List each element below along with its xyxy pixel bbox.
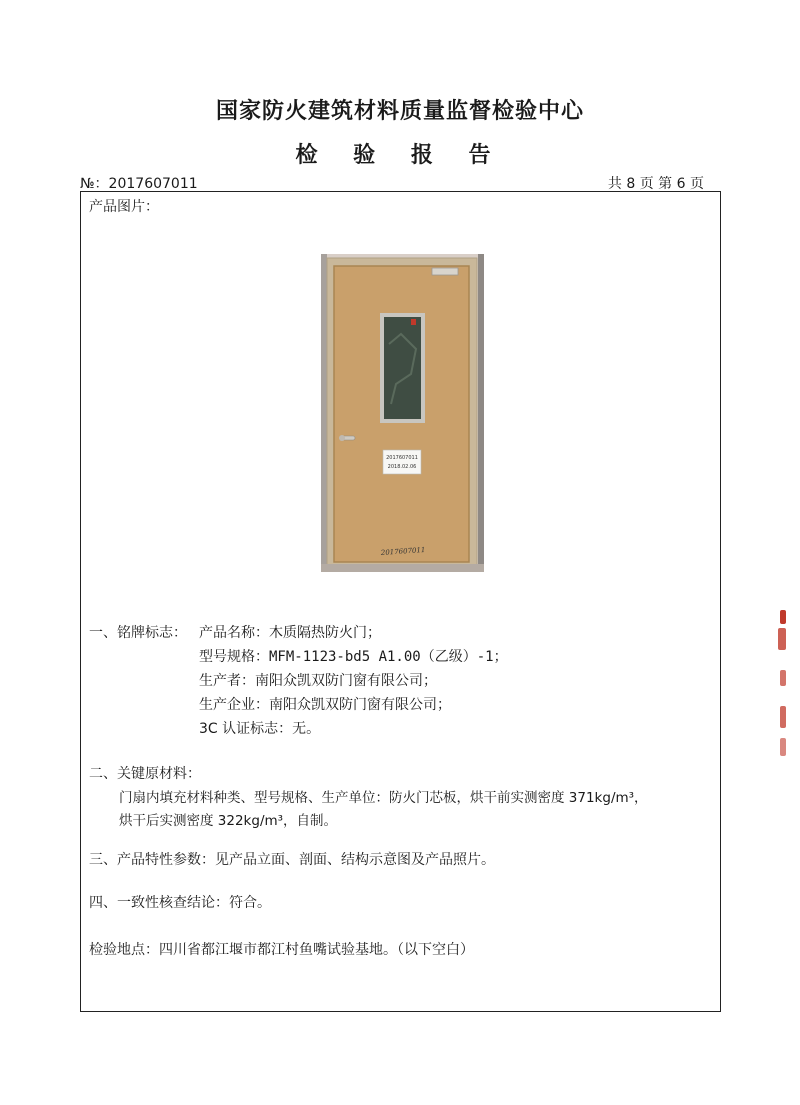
cert-mark: 3C 认证标志：无。 xyxy=(199,721,321,737)
door-handwriting: 2017607011 xyxy=(380,545,426,558)
material-line1: 门扇内填充材料种类、型号规格、生产单位：防火门芯板，烘干前实测密度 371kg/m³， xyxy=(119,790,648,806)
door-tag-date: 2018.02.06 xyxy=(387,464,417,470)
enterprise: 生产企业：南阳众凯双防门窗有限公司； xyxy=(199,697,451,713)
test-location: 检验地点：四川省都江堰市都江村鱼嘴试验基地。（以下空白） xyxy=(89,942,474,958)
report-number: №：2017607011 xyxy=(80,176,198,192)
report-content-box xyxy=(80,191,721,1012)
producer: 生产者：南阳众凯双防门窗有限公司； xyxy=(199,673,437,689)
door-photo xyxy=(321,254,484,572)
photo-label: 产品图片： xyxy=(89,199,159,215)
section4-text: 四、一致性核查结论：符合。 xyxy=(89,895,271,911)
org-title: 国家防火建筑材料质量监督检验中心 xyxy=(215,99,584,124)
section3-text: 三、产品特性参数：见产品立面、剖面、结构示意图及产品照片。 xyxy=(89,852,495,868)
model-spec: 型号规格：MFM-1123-bd5 A1.00（乙级）-1； xyxy=(199,649,508,665)
door-tag-number: 2017607011 xyxy=(386,455,418,461)
seal-edge-mark xyxy=(780,706,786,728)
material-line2: 烘干后实测密度 322kg/m³，自制。 xyxy=(119,813,338,829)
product-name: 产品名称：木质隔热防火门； xyxy=(199,625,381,641)
report-title: 检 验 报 告 xyxy=(295,143,505,168)
page-info: 共 8 页 第 6 页 xyxy=(607,176,704,192)
seal-edge-mark xyxy=(778,628,786,650)
seal-edge-mark xyxy=(780,738,786,756)
section2-heading: 二、关键原材料： xyxy=(89,766,201,782)
section1-heading: 一、铭牌标志： xyxy=(89,625,187,641)
seal-edge-mark xyxy=(780,670,786,686)
seal-edge-mark xyxy=(780,610,786,624)
